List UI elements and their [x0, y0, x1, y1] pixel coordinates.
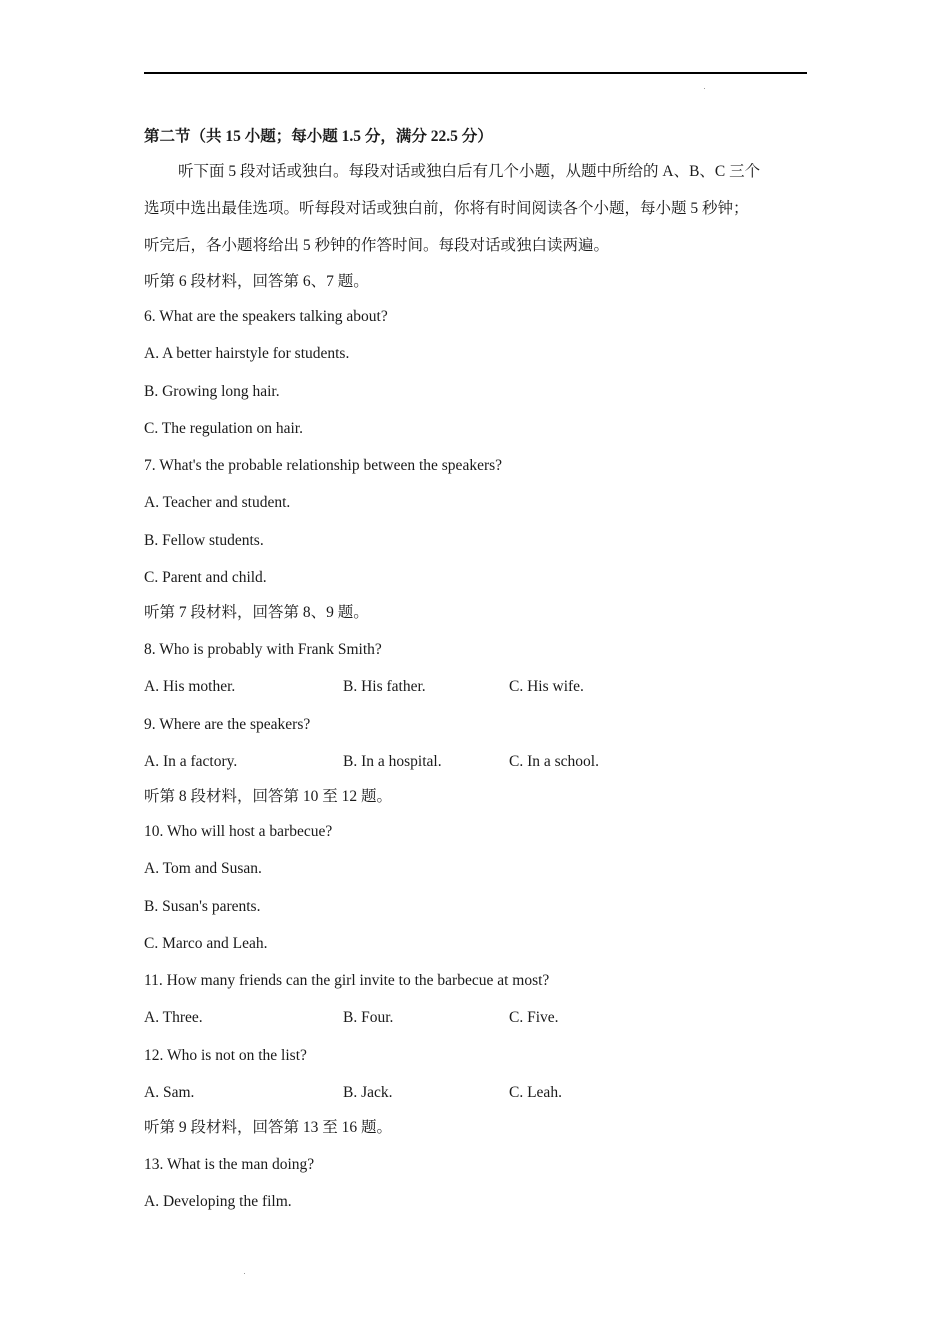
question-8-option-b: B. His father. — [343, 678, 426, 695]
instruction-line-2: 选项中选出最佳选项。听每段对话或独白前，你将有时间阅读各个小题，每小题 5 秒钟； — [144, 200, 749, 217]
question-7-option-a: A. Teacher and student. — [144, 494, 291, 511]
question-10-option-a: A. Tom and Susan. — [144, 860, 262, 877]
passage-9-heading: 听第 9 段材料，回答第 13 至 16 题。 — [144, 1119, 393, 1136]
question-9-stem: 9. Where are the speakers? — [144, 716, 311, 733]
question-9-option-b: B. In a hospital. — [343, 753, 442, 770]
question-11-option-c: C. Five. — [509, 1009, 559, 1026]
question-13-option-a: A. Developing the film. — [144, 1193, 292, 1210]
question-11-stem: 11. How many friends can the girl invite to the barbecue at most? — [144, 972, 550, 989]
question-11-option-b: B. Four. — [343, 1009, 394, 1026]
question-12-option-b: B. Jack. — [343, 1084, 393, 1101]
header-mark — [704, 88, 705, 89]
question-9-option-c: C. In a school. — [509, 753, 599, 770]
question-9-option-a: A. In a factory. — [144, 753, 238, 770]
question-10-option-c: C. Marco and Leah. — [144, 935, 268, 952]
question-10-option-b: B. Susan's parents. — [144, 898, 261, 915]
question-12-options — [144, 1083, 807, 1103]
question-6-option-b: B. Growing long hair. — [144, 383, 280, 400]
question-13-stem: 13. What is the man doing? — [144, 1156, 315, 1173]
passage-7-heading: 听第 7 段材料，回答第 8、9 题。 — [144, 604, 369, 621]
question-7-option-b: B. Fellow students. — [144, 532, 264, 549]
question-11-options — [144, 1008, 807, 1028]
question-6-stem: 6. What are the speakers talking about? — [144, 308, 388, 325]
footer-mark — [244, 1273, 245, 1274]
passage-8-heading: 听第 8 段材料，回答第 10 至 12 题。 — [144, 788, 393, 805]
question-7-stem: 7. What's the probable relationship between the speakers? — [144, 457, 503, 474]
question-6-option-a: A. A better hairstyle for students. — [144, 345, 350, 362]
question-12-stem: 12. Who is not on the list? — [144, 1047, 307, 1064]
question-9-options — [144, 752, 807, 772]
header-rule — [144, 72, 807, 74]
question-8-options — [144, 677, 807, 697]
passage-6-heading: 听第 6 段材料，回答第 6、7 题。 — [144, 273, 369, 290]
question-8-stem: 8. Who is probably with Frank Smith? — [144, 641, 382, 658]
question-12-option-a: A. Sam. — [144, 1084, 195, 1101]
question-6-option-c: C. The regulation on hair. — [144, 420, 303, 437]
section-heading: 第二节（共 15 小题；每小题 1.5 分，满分 22.5 分） — [144, 128, 493, 145]
question-10-stem: 10. Who will host a barbecue? — [144, 823, 333, 840]
question-7-option-c: C. Parent and child. — [144, 569, 267, 586]
question-8-option-a: A. His mother. — [144, 678, 236, 695]
question-8-option-c: C. His wife. — [509, 678, 584, 695]
question-12-option-c: C. Leah. — [509, 1084, 562, 1101]
instruction-line-1: 听下面 5 段对话或独白。每段对话或独白后有几个小题，从题中所给的 A、B、C 三个 — [178, 163, 761, 180]
question-11-option-a: A. Three. — [144, 1009, 203, 1026]
instruction-line-3: 听完后，各小题将给出 5 秒钟的作答时间。每段对话或独白读两遍。 — [144, 237, 610, 254]
